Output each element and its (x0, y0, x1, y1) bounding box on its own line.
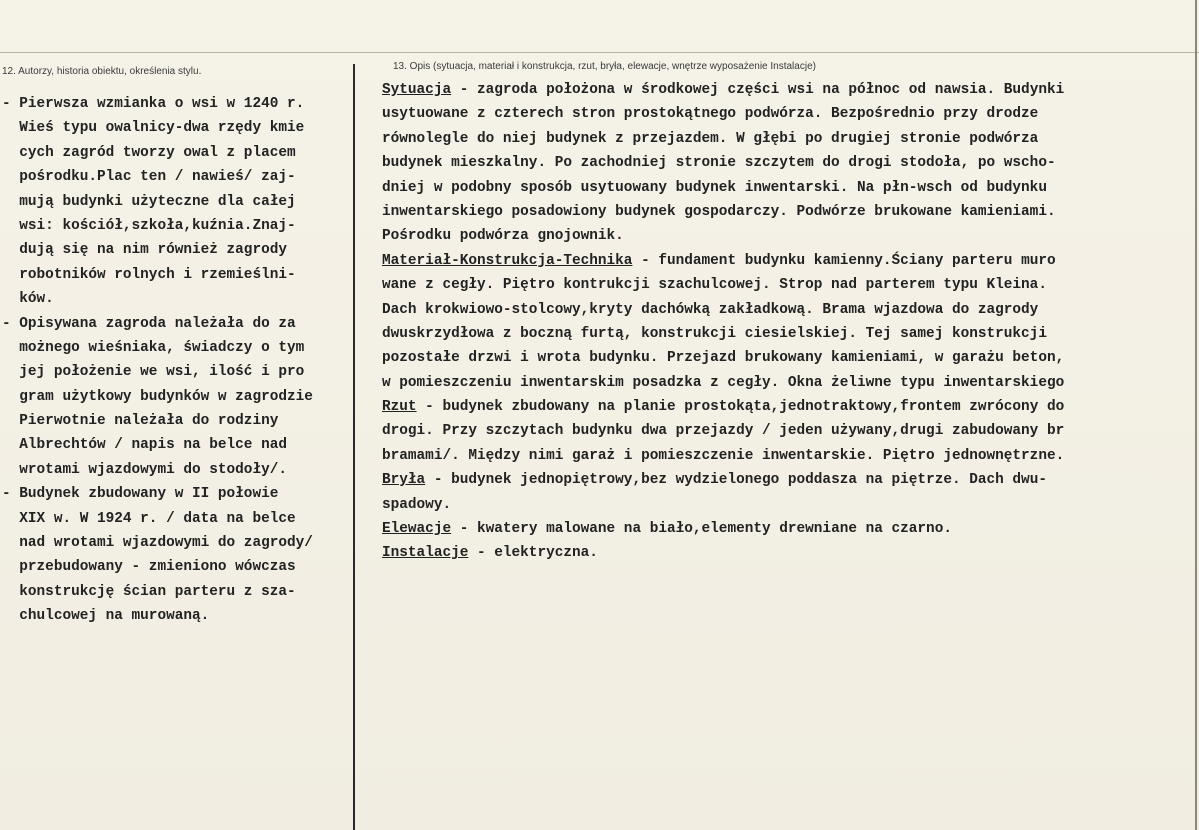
history-line: wrotami wjazdowymi do stodoły/. (2, 461, 287, 478)
section-label: Elewacje (382, 521, 452, 538)
description-text-run: równolegle do niej budynek z przejazdem. W głębi po drugiej stronie podwórza (382, 130, 1039, 147)
history-line: robotników rolnych i rzemieślni- (2, 266, 296, 283)
description-line (382, 517, 1064, 541)
history-text (2, 92, 313, 629)
history-line: - Pierwsza wzmianka o wsi w 1240 r. (2, 96, 305, 112)
history-line: nad wrotami wjazdowymi do zagrody/ (2, 535, 313, 552)
description-text-run: - zagroda położona w środkowej części wsi na północ od nawsia. Budynki (451, 82, 1065, 98)
history-line: ków. (2, 291, 54, 308)
description-line (382, 249, 1064, 273)
history-line: dują się na nim również zagrody (2, 242, 287, 259)
description-text-run: wane z cegły. Piętro kontrukcji szachulcowej. Strop nad parterem typu Kleina. (382, 277, 1047, 294)
history-line: pośrodku.Plac ten / nawieś/ zaj- (2, 169, 296, 186)
description-line (382, 493, 1064, 517)
history-line: gram użytkowy budynków w zagrodzie (2, 388, 313, 405)
description-line (382, 346, 1064, 370)
history-line: - Budynek zbudowany w II połowie (2, 486, 279, 503)
history-line: jej położenie we wsi, ilość i pro (2, 364, 305, 381)
top-rule (0, 52, 1199, 53)
description-line (382, 322, 1064, 346)
description-line (382, 200, 1064, 224)
history-line: Pierwotnie należała do rodziny (2, 413, 279, 430)
description-line (382, 541, 1064, 565)
history-line: możnego wieśniaka, świadczy o tym (2, 339, 305, 356)
history-line: wsi: kościół,szkoła,kuźnia.Znaj- (2, 217, 296, 234)
description-line (382, 127, 1064, 151)
section-label: Sytuacja (382, 82, 452, 98)
history-line: cych zagród tworzy owal z placem (2, 144, 296, 161)
description-text-run: w pomieszczeniu inwentarskim posadzka z cegły. Okna żeliwne typu inwentarskiego (382, 374, 1065, 391)
description-text-run: drogi. Przy szczytach budynku dwa przejazdy / jeden używany,drugi zabudowany br (382, 423, 1065, 440)
description-text-run: - budynek jednopiętrowy,bez wydzielonego poddasza na piętrze. Dach dwu- (425, 472, 1047, 489)
description-line (382, 176, 1064, 200)
section-13-header: 13. Opis (sytuacja, materiał i konstrukcja, rzut, bryła, elewacje, wnętrze wyposażenie Instalacje) (393, 61, 816, 72)
section-label: Rzut (382, 399, 417, 416)
history-line: mują budynki użyteczne dla całej (2, 193, 296, 210)
description-text-run: - budynek zbudowany na planie prostokąta,jednotraktowy,frontem zwrócony do (416, 399, 1065, 416)
section-label: Bryła (382, 472, 426, 489)
description-line (382, 419, 1064, 443)
description-line (382, 468, 1064, 492)
history-line: Wieś typu owalnicy-dwa rzędy kmie (2, 120, 305, 137)
description-text-run: dwuskrzydłowa z boczną furtą, konstrukcji ciesielskiej. Tej samej konstrukcji (382, 325, 1047, 342)
description-line (382, 224, 1064, 248)
description-line (382, 371, 1064, 395)
description-text-run: dniej w podobny sposób usytuowany budynek inwentarski. Na płn-wsch od budynku (382, 179, 1047, 196)
description-line (382, 298, 1064, 322)
description-line (382, 444, 1064, 468)
history-line: XIX w. W 1924 r. / data na belce (2, 510, 296, 527)
description-text-run: - elektryczna. (468, 545, 598, 562)
description-text-run: inwentarskiego posadowiony budynek gospodarczy. Podwórze brukowane kamieniami. (382, 203, 1056, 220)
description-text-run: spadowy. (382, 496, 452, 513)
column-divider (353, 64, 355, 830)
description-text-run: Dach krokwiowo-stolcowy,kryty dachówką zakładkową. Brama wjazdowa do zagrody (382, 301, 1039, 318)
history-line: przebudowany - zmieniono wówczas (2, 559, 296, 576)
description-text-run: budynek mieszkalny. Po zachodniej stronie szczytem do drogi stodoła, po wscho- (382, 155, 1056, 172)
history-line: konstrukcję ścian parteru z sza- (2, 583, 296, 600)
description-line (382, 395, 1064, 419)
description-line (382, 273, 1064, 297)
description-line (382, 78, 1064, 102)
history-line: Albrechtów / napis na belce nad (2, 437, 287, 454)
description-text-run: Pośrodku podwórza gnojownik. (382, 228, 624, 245)
description-text (382, 78, 1064, 566)
history-line: - Opisywana zagroda należała do za (2, 315, 296, 332)
description-text-run: pozostałe drzwi i wrota budynku. Przejazd brukowany kamieniami, w garażu beton, (382, 350, 1065, 367)
history-line: chulcowej na murowaną. (2, 608, 210, 625)
description-line (382, 151, 1064, 175)
description-text-run: bramami/. Między nimi garaż i pomieszczenie inwentarskie. Piętro jednownętrzne. (382, 447, 1065, 464)
description-text-run: usytuowane z czterech stron prostokątnego podwórza. Bezpośrednio przy drodze (382, 106, 1039, 123)
section-label: Materiał-Konstrukcja-Technika (382, 252, 633, 269)
description-text-run: - kwatery malowane na biało,elementy drewniane na czarno. (451, 521, 952, 538)
description-text-run: - fundament budynku kamienny.Ściany parteru muro (632, 252, 1056, 269)
sheet-edge (1195, 0, 1197, 830)
section-label: Instalacje (382, 545, 469, 562)
section-12-header: 12. Autorzy, historia obiektu, określenia stylu. (2, 66, 202, 77)
description-line (382, 102, 1064, 126)
